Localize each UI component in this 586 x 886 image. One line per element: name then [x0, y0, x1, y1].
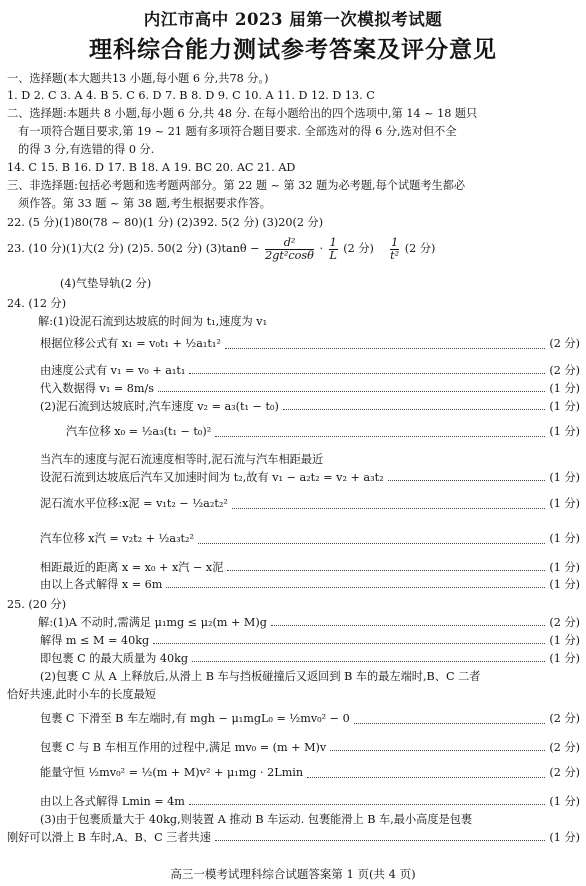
q25-step-3: 即包裹 C 的最大质量为 40kg (1 分): [40, 652, 580, 665]
q24-heading: 24. (12 分): [7, 297, 67, 310]
q24-step-5: 汽车位移 x₀ = ½a₃(t₁ − t₀)² (1 分): [66, 425, 580, 438]
main-title: 理科综合能力测试参考答案及评分意见: [89, 36, 497, 63]
q25-step-4: 包裹 C 下滑至 B 车左端时,有 mgh − μ₁mgL₀ = ½mv₀² − 0 (2 分): [40, 712, 580, 725]
q25-step-2: 解得 m ≤ M = 40kg (1 分): [40, 634, 580, 647]
q23-part-4: (4)气垫导轨(2 分): [60, 277, 152, 290]
school-exam-title: 内江市高中 2023 届第一次模拟考试题: [143, 10, 443, 29]
q25-step-6: 能量守恒 ½mv₀² = ½(m + M)v² + μ₁mg · 2Lmin (2 分): [40, 766, 580, 779]
q25-step-1: 解:(1)A 不动时,需满足 μ₁mg ≤ μ₂(m + M)g (2 分): [38, 616, 580, 629]
q24-solution-intro: 解:(1)设泥石流到达坡底的时间为 t₁,速度为 v₁: [38, 315, 268, 328]
section-2-heading: 二、选择题:本题共 8 小题,每小题 6 分,共 48 分. 在每小题给出的四个选项中,第 14 ~ 18 题只: [7, 107, 478, 120]
section-2-desc-line-2: 有一项符合题目要求,第 19 ~ 21 题有多项符合题目要求. 全部选对的得 6 分,选对但不全: [18, 125, 457, 138]
q24-step-7: 泥石流水平位移:x泥 = v₁t₂ − ½a₂t₂² (1 分): [40, 497, 580, 510]
q25-part-3-text-line-1: (3)由于包裹质量大于 40kg,则装置 A 推动 B 车运动. 包裹能滑上 B 车,最小高度是包裹: [40, 813, 473, 826]
q25-part-2-text-line-1: (2)包裹 C 从 A 上释放后,从滑上 B 车与挡板碰撞后又返回到 B 车的最左端时,B、C 二者: [40, 670, 481, 683]
section-1-heading: 一、选择题(本大题共13 小题,每小题 6 分,共78 分。): [7, 72, 269, 85]
q23-fraction-1: $\frac{\text{d²}}{\text{2gt²cosθ}}$: [265, 235, 314, 262]
section-2-desc-line-3: 的得 3 分,有选错的得 0 分.: [18, 143, 155, 156]
q22-answer: 22. (5 分)(1)80(78 ~ 80)(1 分) (2)392. 5(2 分) (3)20(2 分): [7, 216, 324, 229]
q25-step-5: 包裹 C 与 B 车相互作用的过程中,满足 mv₀ = (m + M)v (2 分): [40, 741, 580, 754]
q24-step-4: (2)泥石流到达坡底时,汽车速度 v₂ = a₃(t₁ − t₀) (1 分): [40, 400, 580, 413]
q23-fraction-3: $\frac{1}{\text{t²}}$: [390, 235, 400, 262]
q25-part-2-text-line-2: 恰好共速,此时小车的长度最短: [7, 688, 156, 701]
q23-fraction-2: $\frac{1}{L}$: [329, 235, 337, 262]
section-3-heading: 三、非选择题:包括必考题和选考题两部分。第 22 题 ~ 第 32 题为必考题,每个试题考生都必: [7, 179, 466, 192]
section-2-answers: 14. C 15. B 16. D 17. B 18. A 19. BC 20. AC 21. AD: [7, 161, 296, 174]
q24-step-9: 相距最近的距离 x = x₀ + x汽 − x泥 (1 分): [40, 561, 580, 574]
q23-part-a: 23. (10 分)(1)大(2 分) (2)5. 50(2 分) (3)tanθ −: [7, 242, 260, 255]
q25-heading: 25. (20 分): [7, 598, 67, 611]
q23-answer: 23. (10 分)(1)大(2 分) (2)5. 50(2 分) (3)tanθ − $\frac{\text{d²}}{\text{2gt²cosθ}}$ · $\frac{1}{L}$ (2 分) $\frac{1}{\text{t²}}$ (2 分): [7, 235, 436, 262]
q24-step-3: 代入数据得 v₁ = 8m/s (1 分): [40, 382, 580, 395]
q24-step-10: 由以上各式解得 x = 6m (1 分): [40, 578, 580, 591]
q24-step-6: 设泥石流到达坡底后汽车又加速时间为 t₂,故有 v₁ − a₂t₂ = v₂ + a₃t₂ (1 分): [40, 471, 580, 484]
q25-step-7: 由以上各式解得 Lmin = 4m (1 分): [40, 795, 580, 808]
q25-step-8: 刚好可以滑上 B 车时,A、B、C 三者共速 (1 分): [7, 831, 580, 844]
section-3-desc-line-2: 须作答。第 33 题 ~ 第 38 题,考生根据要求作答。: [18, 197, 271, 210]
q24-closest-condition: 当汽车的速度与泥石流速度相等时,泥石流与汽车相距最近: [40, 453, 324, 466]
page-footer: 高三一模考试理科综合试题答案第 1 页(共 4 页): [170, 867, 416, 881]
q24-step-1: 根据位移公式有 x₁ = v₀t₁ + ½a₁t₁² (2 分): [40, 337, 580, 350]
section-1-answers: 1. D 2. C 3. A 4. B 5. C 6. D 7. B 8. D 9. C 10. A 11. D 12. D 13. C: [7, 89, 375, 102]
q24-step-2: 由速度公式有 v₁ = v₀ + a₁t₁ (2 分): [40, 364, 580, 377]
q24-step-8: 汽车位移 x汽 = v₂t₂ + ½a₃t₂² (1 分): [40, 532, 580, 545]
